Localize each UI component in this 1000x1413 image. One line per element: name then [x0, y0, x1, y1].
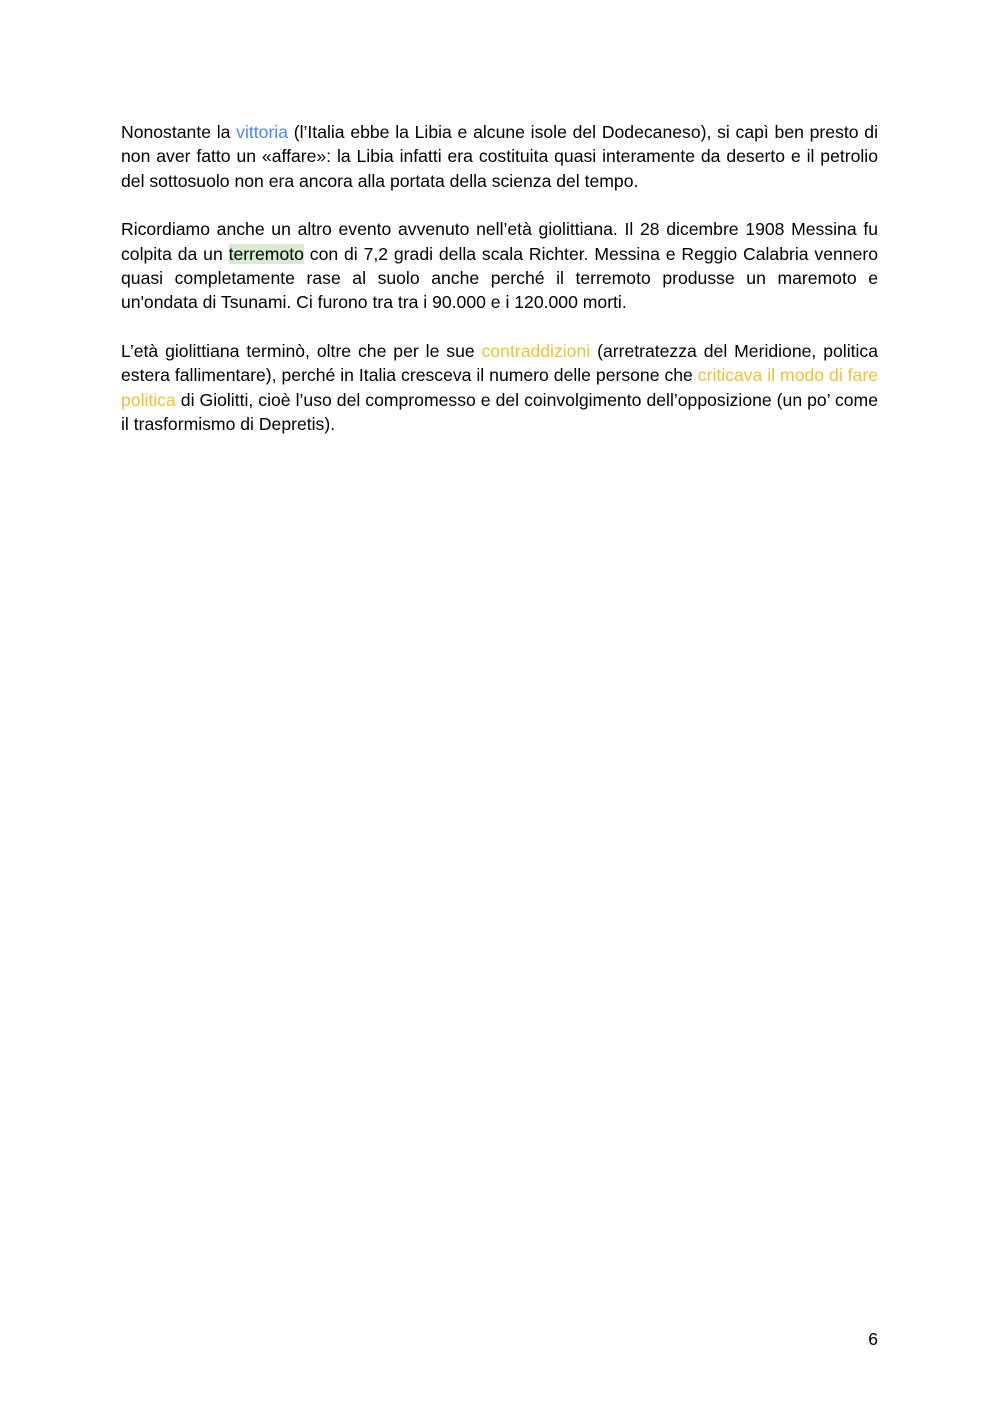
text-segment: di Giolitti, cioè l’uso del compromesso e del coinvolgimento dell’opposizione (un po’ come il trasformismo di Depretis).	[121, 389, 878, 435]
paragraph-fine-eta-giolittiana	[121, 339, 878, 437]
document-body	[121, 120, 878, 460]
highlighted-text-vittoria: vittoria	[236, 122, 288, 142]
highlighted-text-terremoto: terremoto	[228, 243, 304, 264]
text-segment: con di 7,2 gradi della scala Richter. Messina e Reggio Calabria vennero quasi completamente rase al suolo anche perché il terremoto produsse un maremoto e un'ondata di Tsunami. Ci furono tra tra i 90.000 e i 120.000 morti.	[121, 243, 878, 313]
paragraph-libia	[121, 120, 878, 193]
paragraph-terremoto	[121, 217, 878, 315]
text-segment: Ricordiamo anche un altro evento avvenuto nell’età giolittiana. Il 28 dicembre 1908 Messina fu colpita da un	[121, 219, 878, 264]
text-segment: Nonostante la	[121, 122, 237, 142]
page-number: 6	[868, 1329, 878, 1349]
highlighted-text-contraddizioni: contraddizioni	[481, 340, 591, 361]
text-segment: (l’Italia ebbe la Libia e alcune isole del Dodecaneso), si capì ben presto di non aver fatto un «affare»: la Libia infatti era costituita quasi interamente da deserto e il petrolio del sottosuolo non era ancora alla portata della scienza del tempo.	[121, 122, 878, 191]
text-segment: (arretratezza del Meridione, politica estera fallimentare), perché in Italia cresceva il numero delle persone che	[121, 340, 878, 386]
highlighted-text-criticava: criticava il modo di fare politica	[121, 365, 878, 410]
text-segment: L’età giolittiana terminò, oltre che per le sue	[121, 340, 482, 361]
